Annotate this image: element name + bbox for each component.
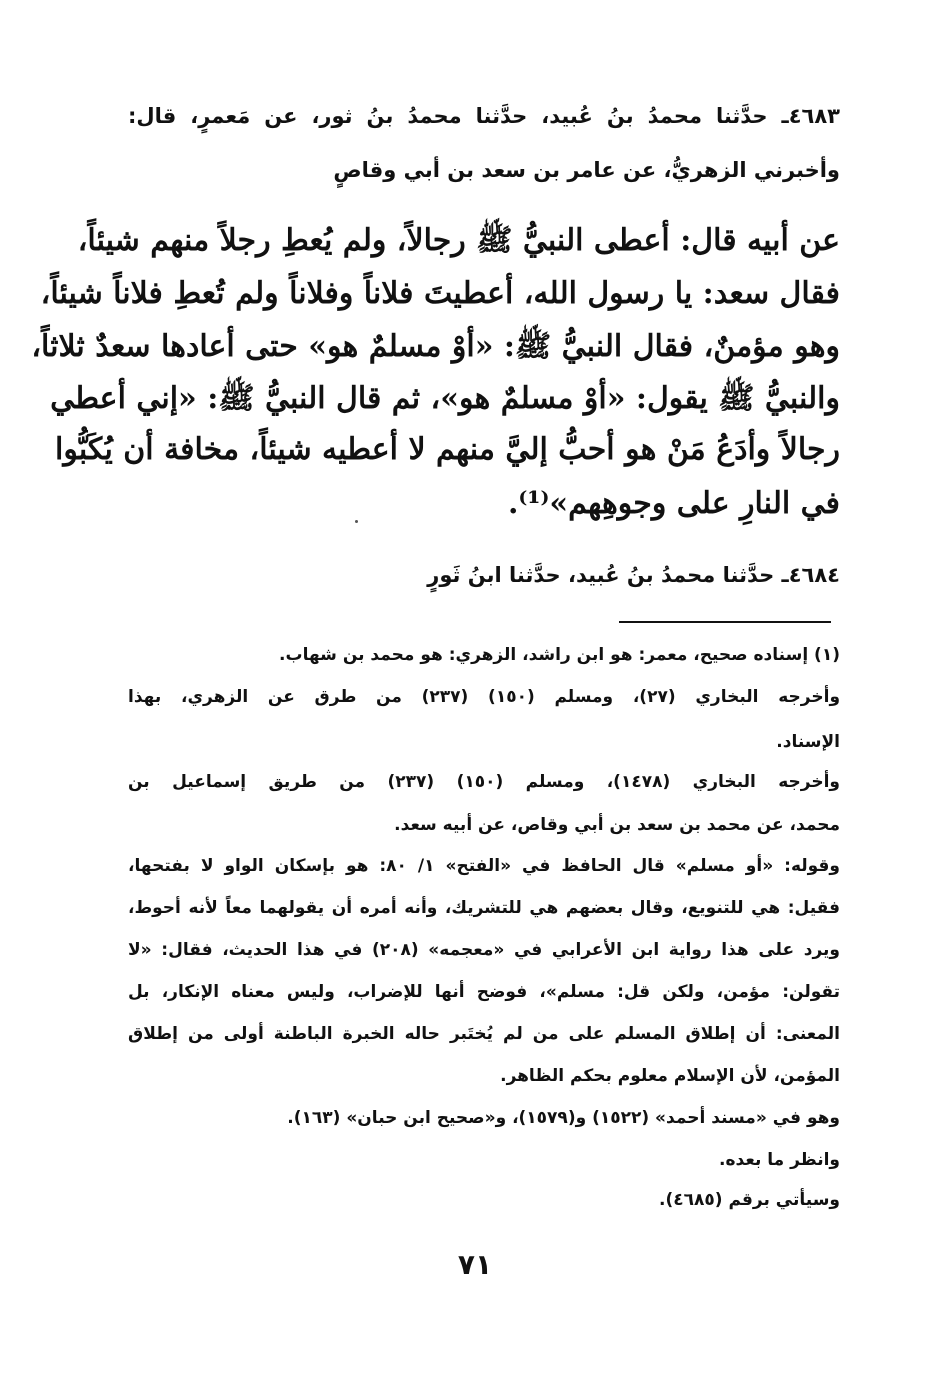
hadith-text-line-2: فقال سعد: يا رسول الله، أعطيتَ فلاناً وفلاناً ولم تُعطِ فلاناً شيئاً،	[40, 276, 840, 311]
footnote-line-12: وهو في «مسند أحمد» (١٥٢٢) و(١٥٧٩)، و«صحيح ابن حبان» (١٦٣).	[287, 1108, 840, 1128]
hadith-text-line-6: في النارِ على وجوهِهم»⁽¹⁾.	[507, 486, 840, 521]
hadith-4683-chain-line-1: ٤٦٨٣ـ حدَّثنا محمدُ بنُ عُبيد، حدَّثنا محمدُ بنُ ثور، عن مَعمرٍ، قال:	[128, 104, 840, 128]
footnote-line-9: تقولن: مؤمن، ولكن قل: مسلم»، فوضح أنها للإضراب، وليس معناه الإنكار، بل	[128, 982, 840, 1002]
footnote-line-11: المؤمن، لأن الإسلام معلوم بحكم الظاهر.	[500, 1066, 840, 1086]
footnote-line-8: ويرد على هذا رواية ابن الأعرابي في «معجمه» (٢٠٨) في هذا الحديث، فقال: «لا	[128, 940, 840, 960]
footnote-line-14: وسيأتي برقم (٤٦٨٥).	[659, 1190, 840, 1210]
page-number: ٧١	[457, 1248, 493, 1281]
hadith-text-line-5: رجالاً وأدَعُ مَنْ هو أحبُّ إليَّ منهم لا أعطيه شيئاً، مخافة أن يُكَبُّوا	[55, 432, 840, 467]
footnote-line-3: الإسناد.	[776, 732, 840, 752]
hadith-4684-chain-line-1: ٤٦٨٤ـ حدَّثنا محمدُ بنُ عُبيد، حدَّثنا ابنُ ثَورٍ	[427, 563, 840, 587]
hadith-text-line-4: والنبيُّ ﷺ يقول: «أوْ مسلمٌ هو»، ثم قال النبيُّ ﷺ: «إني أعطي	[50, 381, 840, 416]
footnote-line-7: فقيل: هي للتنويع، وقال بعضهم هي للتشريك، وأنه أمره أن يقولهما معاً لأنه أحوط،	[128, 898, 840, 918]
hadith-text-line-1: عن أبيه قال: أعطى النبيُّ ﷺ رجالاً، ولم يُعطِ رجلاً منهم شيئاً،	[77, 223, 840, 258]
footnote-line-4: وأخرجه البخاري (١٤٧٨)، ومسلم (١٥٠) (٢٣٧) من طريق إسماعيل بن	[128, 772, 841, 792]
footnote-line-5: محمد، عن محمد بن سعد بن أبي وقاص، عن أبيه سعد.	[394, 815, 840, 835]
footnote-line-10: المعنى: أن إطلاق المسلم على من لم يُختَبر حاله الخبرة الباطنة أولى من إطلاق	[128, 1024, 840, 1044]
footnote-line-1: (١) إسناده صحيح، معمر: هو ابن راشد، الزهري: هو محمد بن شهاب.	[279, 645, 840, 665]
footnote-line-13: وانظر ما بعده.	[719, 1150, 840, 1170]
footnote-separator	[619, 621, 831, 623]
footnote-line-6: وقوله: «أو مسلم» قال الحافظ في «الفتح» ١/ ٨٠: هو بإسكان الواو لا بفتحها،	[128, 856, 840, 876]
hadith-4683-chain-line-2: وأخبرني الزهريُّ، عن عامر بن سعد بن أبي وقاصٍ	[333, 158, 840, 182]
footnote-line-2: وأخرجه البخاري (٢٧)، ومسلم (١٥٠) (٢٣٧) من طرق عن الزهري، بهذا	[128, 687, 841, 707]
hadith-text-line-3: وهو مؤمنٌ، فقال النبيُّ ﷺ: «أوْ مسلمٌ هو» حتى أعادها سعدٌ ثلاثاً،	[31, 329, 840, 364]
print-speck	[355, 520, 358, 523]
